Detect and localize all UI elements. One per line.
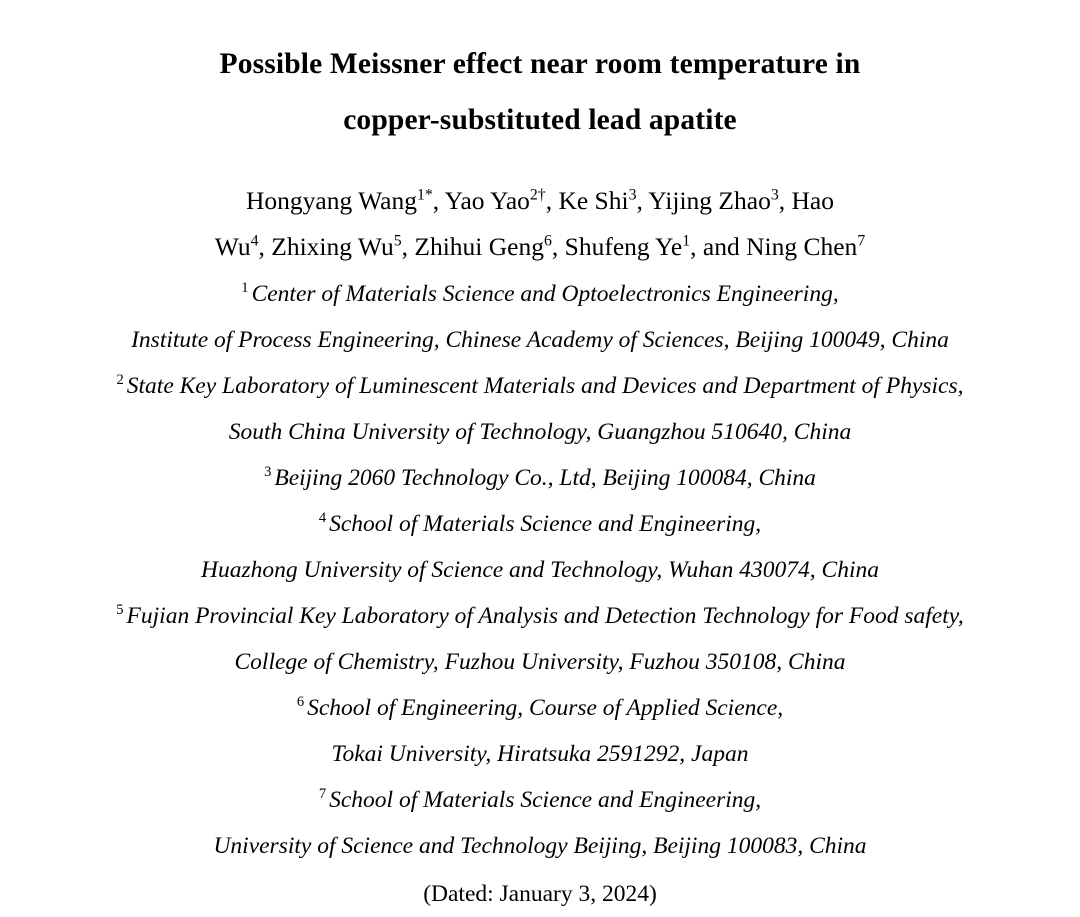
- affiliation-line: [36, 547, 1044, 593]
- author-list: [36, 178, 1044, 270]
- author-separator: ,: [401, 232, 415, 261]
- affiliation-line: [36, 777, 1044, 823]
- title-line: Possible Meissner effect near room temperature in: [219, 48, 861, 80]
- affiliation-line: [36, 271, 1044, 317]
- date-block: [36, 871, 1044, 917]
- affiliation-marker: 4: [318, 510, 327, 527]
- affiliation-line: [36, 501, 1044, 547]
- author-name: Hongyang Wang: [246, 186, 417, 215]
- affiliation-list: [36, 271, 1044, 869]
- title-line: copper-substituted lead apatite: [343, 104, 737, 136]
- affiliation-text: South China University of Technology, Guangzhou 510640, China: [228, 419, 852, 445]
- affiliation-marker: 5: [116, 602, 124, 619]
- affiliation-line: [36, 317, 1044, 363]
- author-affiliation-marker: 6: [543, 232, 552, 250]
- author-name: Wu: [214, 232, 251, 261]
- affiliation-line: [36, 363, 1044, 409]
- affiliation-line: [36, 639, 1044, 685]
- author-name: Zhixing Wu: [271, 232, 394, 261]
- affiliation-marker: 1: [241, 280, 249, 297]
- author-separator: ,: [778, 186, 792, 215]
- affiliation-marker: 2: [116, 372, 124, 389]
- author-affiliation-marker: 3: [628, 186, 637, 204]
- affiliation-marker: 3: [264, 464, 272, 481]
- author-name: Ning Chen: [746, 232, 858, 261]
- affiliation-text: Institute of Process Engineering, Chinese Academy of Sciences, Beijing 100049, China: [131, 327, 949, 353]
- author-affiliation-marker: 2†: [529, 186, 546, 204]
- author-affiliation-marker: 4: [250, 232, 259, 250]
- affiliation-text: Fujian Provincial Key Laboratory of Analysis and Detection Technology for Food safety,: [126, 603, 964, 629]
- affiliation-text: School of Materials Science and Engineering,: [329, 787, 762, 813]
- affiliation-line: [36, 455, 1044, 501]
- author-separator: ,: [432, 186, 445, 215]
- author-line: [36, 224, 1044, 270]
- affiliation-text: Beijing 2060 Technology Co., Ltd, Beijing 100084, China: [274, 465, 816, 491]
- author-name: Shufeng Ye: [564, 232, 683, 261]
- author-affiliation-marker: 7: [857, 232, 866, 250]
- affiliation-text: State Key Laboratory of Luminescent Materials and Devices and Department of Physics,: [126, 373, 964, 399]
- author-separator: ,: [545, 186, 559, 215]
- affiliation-text: School of Materials Science and Engineering,: [329, 511, 762, 537]
- page-title: [36, 36, 1044, 148]
- author-name: Yao Yao: [444, 186, 530, 215]
- affiliation-text: Huazhong University of Science and Technology, Wuhan 430074, China: [201, 557, 879, 583]
- author-affiliation-marker: 5: [393, 232, 402, 250]
- affiliation-text: School of Engineering, Course of Applied Science,: [307, 695, 784, 721]
- date-line: (Dated: January 3, 2024): [423, 881, 657, 907]
- author-affiliation-marker: 1*: [417, 186, 433, 204]
- affiliation-text: Center of Materials Science and Optoelectronics Engineering,: [251, 281, 839, 307]
- author-name: Zhihui Geng: [414, 232, 544, 261]
- affiliation-line: [36, 409, 1044, 455]
- author-affiliation-marker: 3: [770, 186, 779, 204]
- author-separator: , and: [690, 232, 747, 261]
- author-affiliation-marker: 1: [682, 232, 691, 250]
- affiliation-line: [36, 593, 1044, 639]
- author-name: Yijing Zhao: [648, 186, 771, 215]
- affiliation-line: [36, 823, 1044, 869]
- author-separator: ,: [258, 232, 272, 261]
- author-line: [36, 178, 1044, 224]
- affiliation-line: [36, 685, 1044, 731]
- affiliation-text: College of Chemistry, Fuzhou University, Fuzhou 350108, China: [234, 649, 846, 675]
- affiliation-marker: 6: [296, 694, 305, 711]
- author-separator: ,: [551, 232, 565, 261]
- author-separator: ,: [636, 186, 649, 215]
- affiliation-line: [36, 731, 1044, 777]
- author-name: Hao: [791, 186, 834, 215]
- author-name: Ke Shi: [558, 186, 629, 215]
- affiliation-marker: 7: [318, 786, 327, 803]
- affiliation-text: University of Science and Technology Beijing, Beijing 100083, China: [213, 833, 867, 859]
- affiliation-text: Tokai University, Hiratsuka 2591292, Japan: [331, 741, 749, 767]
